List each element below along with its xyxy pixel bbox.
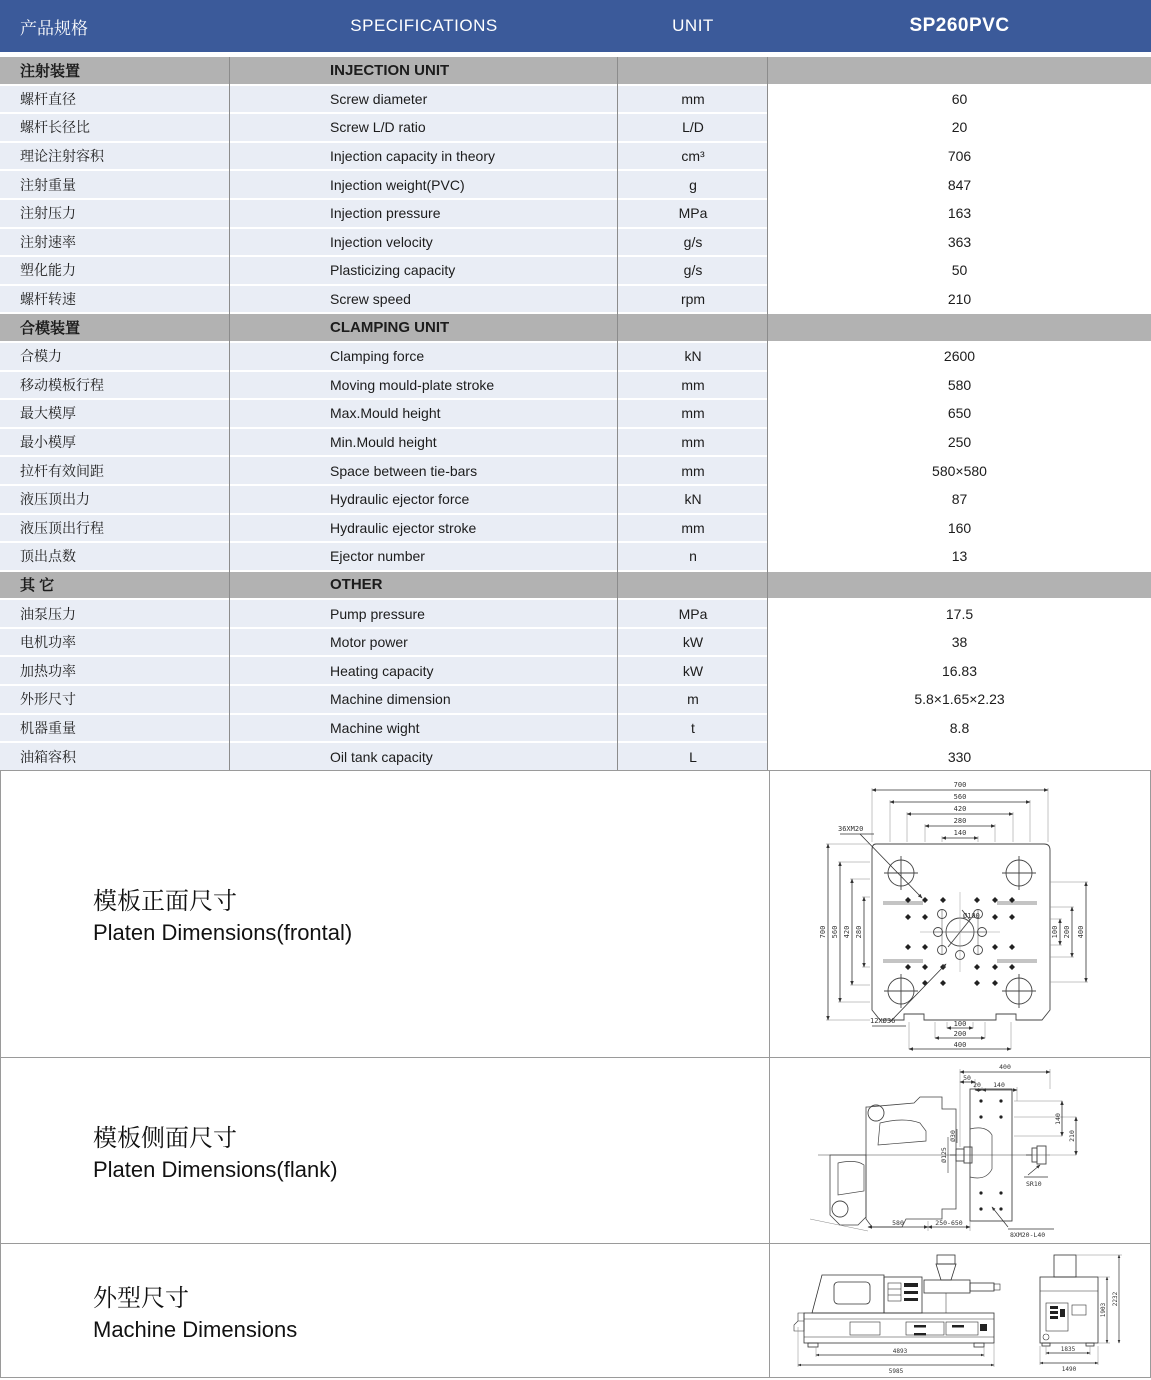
row-label-zh: 外形尺寸 — [0, 686, 230, 713]
dim-label: 140 — [1054, 1113, 1062, 1126]
section-title-en: OTHER — [230, 572, 618, 599]
dim-label: 580 — [892, 1219, 904, 1228]
dim-label: Ø125 — [940, 1147, 948, 1164]
row-value — [768, 57, 1151, 84]
table-row — [0, 657, 1151, 684]
bolt-spec-label: 36XM20 — [838, 825, 864, 834]
row-value: 363 — [768, 229, 1151, 256]
row-unit: m — [618, 686, 768, 713]
row-unit: kW — [618, 629, 768, 656]
row-label-en: Motor power — [230, 629, 618, 656]
frontal-title-zh: 模板正面尺寸 — [93, 888, 237, 916]
row-label-en: Ejector number — [230, 543, 618, 570]
row-label-zh: 顶出点数 — [0, 543, 230, 570]
table-row — [0, 171, 1151, 198]
column-divider — [229, 57, 230, 770]
row-unit: L/D — [618, 114, 768, 141]
row-value: 160 — [768, 515, 1151, 542]
row-label-en: Max.Mould height — [230, 400, 618, 427]
row-label-en: Screw L/D ratio — [230, 114, 618, 141]
row-value: 330 — [768, 743, 1151, 770]
row-value: 13 — [768, 543, 1151, 570]
header-specifications: SPECIFICATIONS — [350, 16, 498, 35]
row-unit: mm — [618, 515, 768, 542]
panel-platen-frontal — [1, 771, 1150, 1058]
frontal-title-en: Platen Dimensions(frontal) — [93, 920, 353, 946]
dim-label: 140 — [953, 829, 967, 838]
dim-label: 420 — [953, 805, 967, 814]
row-label-zh: 注射重量 — [0, 171, 230, 198]
dim-label: 400 — [999, 1063, 1011, 1072]
table-row — [0, 543, 1151, 570]
row-value: 163 — [768, 200, 1151, 227]
table-row — [0, 86, 1151, 113]
row-unit: L — [618, 743, 768, 770]
row-unit: mm — [618, 400, 768, 427]
row-label-en: Moving mould-plate stroke — [230, 372, 618, 399]
row-unit: t — [618, 715, 768, 742]
row-label-zh: 螺杆转速 — [0, 286, 230, 313]
row-label-zh: 螺杆长径比 — [0, 114, 230, 141]
row-value: 650 — [768, 400, 1151, 427]
row-value: 8.8 — [768, 715, 1151, 742]
row-label-en: Injection weight(PVC) — [230, 171, 618, 198]
flank-title-zh: 模板侧面尺寸 — [93, 1124, 237, 1152]
dim-label: 100 — [953, 1020, 967, 1029]
row-label-en: Screw speed — [230, 286, 618, 313]
dim-label: 560 — [831, 926, 839, 939]
row-label-zh: 合模力 — [0, 343, 230, 370]
dim-label: 400 — [953, 1041, 967, 1050]
table-row — [0, 143, 1151, 170]
row-unit: n — [618, 543, 768, 570]
table-row — [0, 486, 1151, 513]
bolt-spec-label: 8XM20-L40 — [1010, 1231, 1046, 1240]
table-row — [0, 343, 1151, 370]
dim-label: 400 — [1077, 926, 1085, 939]
row-label-en: Injection capacity in theory — [230, 143, 618, 170]
section-row — [0, 572, 1151, 599]
row-label-zh: 加热功率 — [0, 657, 230, 684]
dim-label: 5985 — [888, 1367, 903, 1375]
row-value: 2600 — [768, 343, 1151, 370]
row-label-en: Machine dimension — [230, 686, 618, 713]
row-value — [768, 314, 1151, 341]
row-unit: mm — [618, 429, 768, 456]
table-row — [0, 629, 1151, 656]
machine-title-zh: 外型尺寸 — [93, 1285, 189, 1313]
column-divider — [767, 57, 768, 770]
dim-label: Ø30 — [949, 1130, 957, 1143]
table-row — [0, 743, 1151, 770]
table-row — [0, 600, 1151, 627]
table-row — [0, 229, 1151, 256]
dim-label: 2232 — [1111, 1291, 1119, 1307]
row-unit: kN — [618, 343, 768, 370]
dim-label: 420 — [843, 926, 851, 939]
dim-label: 280 — [953, 817, 967, 826]
dim-label: 700 — [819, 926, 827, 939]
row-label-en: Hydraulic ejector stroke — [230, 515, 618, 542]
spec-table — [0, 57, 1151, 770]
table-row — [0, 372, 1151, 399]
header-product-spec-zh: 产品规格 — [20, 18, 88, 38]
row-value: 847 — [768, 171, 1151, 198]
row-unit: g/s — [618, 257, 768, 284]
center-hole-label: Ø100 — [963, 912, 980, 921]
header-unit: UNIT — [672, 16, 714, 35]
machine-title-en: Machine Dimensions — [93, 1317, 298, 1343]
ejector-holes-label: 12XØ36 — [870, 1017, 896, 1026]
table-row — [0, 429, 1151, 456]
flank-platen-drawing — [810, 1059, 1110, 1241]
row-label-zh: 机器重量 — [0, 715, 230, 742]
table-row — [0, 286, 1151, 313]
row-label-zh: 塑化能力 — [0, 257, 230, 284]
row-value: 250 — [768, 429, 1151, 456]
row-unit: mm — [618, 86, 768, 113]
row-unit: kW — [618, 657, 768, 684]
row-label-zh: 注射速率 — [0, 229, 230, 256]
row-value: 87 — [768, 486, 1151, 513]
row-label-zh: 移动模板行程 — [0, 372, 230, 399]
row-unit: cm³ — [618, 143, 768, 170]
row-label-en: Clamping force — [230, 343, 618, 370]
row-label-zh: 油泵压力 — [0, 600, 230, 627]
table-row — [0, 457, 1151, 484]
row-value: 580×580 — [768, 457, 1151, 484]
section-title-en: CLAMPING UNIT — [230, 314, 618, 341]
row-label-en: Screw diameter — [230, 86, 618, 113]
row-label-zh: 电机功率 — [0, 629, 230, 656]
row-label-en: Oil tank capacity — [230, 743, 618, 770]
header-model: SP260PVC — [909, 15, 1010, 36]
row-label-zh: 油箱容积 — [0, 743, 230, 770]
row-unit: rpm — [618, 286, 768, 313]
row-label-en: Space between tie-bars — [230, 457, 618, 484]
dim-label: 4893 — [892, 1347, 907, 1355]
section-title-zh: 合模装置 — [0, 314, 230, 341]
sprue-radius-label: SR10 — [1026, 1180, 1042, 1189]
column-divider — [617, 57, 618, 770]
row-label-zh: 最大模厚 — [0, 400, 230, 427]
row-label-zh: 液压顶出力 — [0, 486, 230, 513]
row-unit — [618, 57, 768, 84]
row-unit: kN — [618, 486, 768, 513]
row-value: 60 — [768, 86, 1151, 113]
dim-label: 700 — [953, 781, 967, 790]
row-label-en: Pump pressure — [230, 600, 618, 627]
dim-label: 20 — [973, 1081, 981, 1090]
dim-label: 210 — [1068, 1130, 1076, 1143]
row-value: 17.5 — [768, 600, 1151, 627]
row-label-en: Machine wight — [230, 715, 618, 742]
table-row — [0, 114, 1151, 141]
row-value: 706 — [768, 143, 1151, 170]
dim-label: 1490 — [1061, 1365, 1076, 1373]
section-row — [0, 314, 1151, 341]
row-label-zh: 最小模厚 — [0, 429, 230, 456]
row-unit: g — [618, 171, 768, 198]
row-value: 38 — [768, 629, 1151, 656]
row-value — [768, 572, 1151, 599]
row-unit: MPa — [618, 200, 768, 227]
table-row — [0, 400, 1151, 427]
row-unit: g/s — [618, 229, 768, 256]
dim-label: 1903 — [1099, 1302, 1107, 1318]
section-title-zh: 注射装置 — [0, 57, 230, 84]
row-label-en: Plasticizing capacity — [230, 257, 618, 284]
dim-label: 280 — [855, 926, 863, 939]
row-label-zh: 螺杆直径 — [0, 86, 230, 113]
row-value: 50 — [768, 257, 1151, 284]
row-label-en: Injection velocity — [230, 229, 618, 256]
flank-title-en: Platen Dimensions(flank) — [93, 1156, 338, 1182]
dim-label: 100 — [1051, 926, 1059, 939]
section-title-en: INJECTION UNIT — [230, 57, 618, 84]
row-value: 16.83 — [768, 657, 1151, 684]
row-label-zh: 理论注射容积 — [0, 143, 230, 170]
row-value: 20 — [768, 114, 1151, 141]
row-label-en: Heating capacity — [230, 657, 618, 684]
dim-label: 560 — [953, 793, 967, 802]
row-label-zh: 液压顶出行程 — [0, 515, 230, 542]
row-unit — [618, 314, 768, 341]
row-unit — [618, 572, 768, 599]
dim-label: 140 — [993, 1081, 1005, 1090]
panel-machine-dimensions — [1, 1244, 1150, 1378]
dim-label: 250-650 — [935, 1219, 963, 1228]
table-row — [0, 686, 1151, 713]
dim-label: 200 — [1063, 926, 1071, 939]
table-row — [0, 200, 1151, 227]
row-unit: mm — [618, 372, 768, 399]
machine-drawing — [788, 1247, 1133, 1375]
row-label-zh: 注射压力 — [0, 200, 230, 227]
row-value: 5.8×1.65×2.23 — [768, 686, 1151, 713]
row-unit: MPa — [618, 600, 768, 627]
dim-label: 200 — [953, 1030, 967, 1039]
row-label-en: Hydraulic ejector force — [230, 486, 618, 513]
frontal-platen-drawing — [810, 772, 1110, 1055]
diagram-panels — [0, 770, 1151, 1378]
section-title-zh: 其 它 — [0, 572, 230, 599]
table-row — [0, 515, 1151, 542]
row-value: 210 — [768, 286, 1151, 313]
section-row — [0, 57, 1151, 84]
row-label-en: Min.Mould height — [230, 429, 618, 456]
panel-platen-flank — [1, 1058, 1150, 1244]
table-row — [0, 257, 1151, 284]
row-label-en: Injection pressure — [230, 200, 618, 227]
row-unit: mm — [618, 457, 768, 484]
title-bar — [0, 0, 1151, 52]
row-label-zh: 拉杆有效间距 — [0, 457, 230, 484]
dim-label: 1835 — [1060, 1345, 1075, 1353]
dim-label: 50 — [963, 1074, 971, 1083]
row-value: 580 — [768, 372, 1151, 399]
table-row — [0, 715, 1151, 742]
